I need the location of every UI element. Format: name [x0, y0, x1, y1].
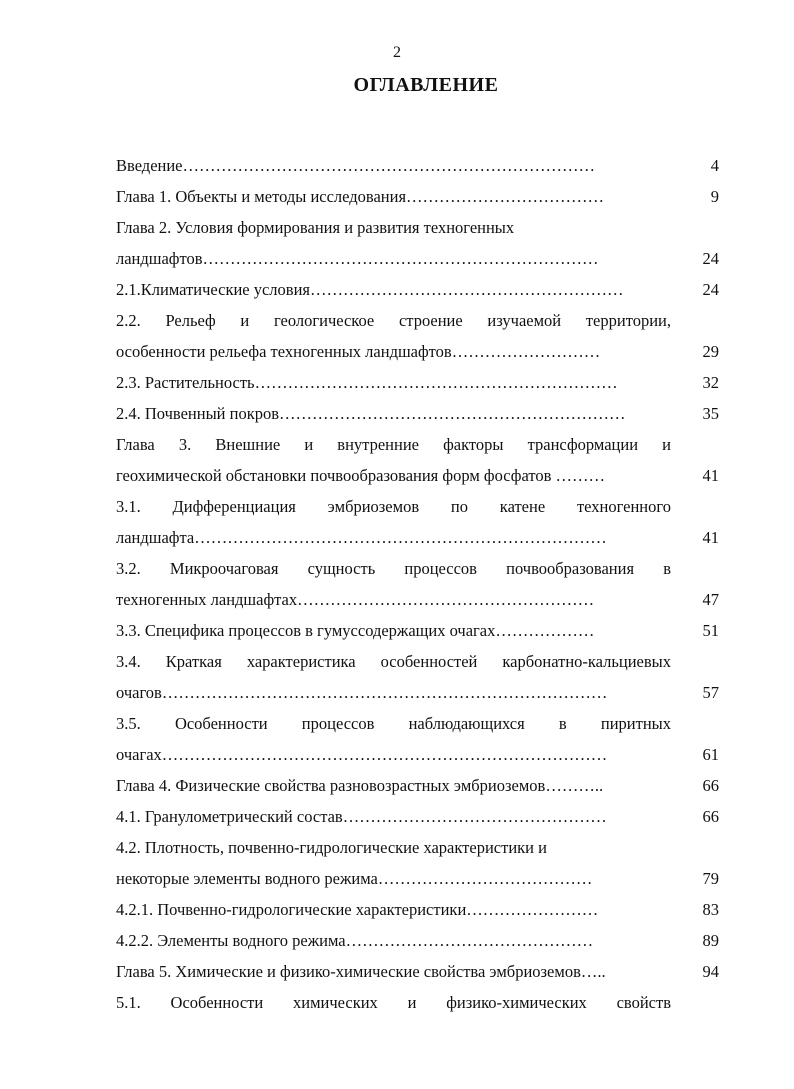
toc-entry: [116, 646, 719, 677]
toc-entry: [116, 832, 719, 863]
toc-entry: [116, 274, 719, 305]
toc-entry-text: геохимической обстановки почвообразования форм фосфатов ………: [116, 466, 606, 485]
toc-entry-page: 41: [702, 528, 719, 547]
toc-entry: [116, 987, 719, 1018]
toc-entry-text: некоторые элементы водного режима…………………………………: [116, 869, 593, 888]
toc-entry-page: 51: [702, 621, 719, 640]
toc-entry: [116, 956, 719, 987]
toc-entry: [116, 243, 719, 274]
toc-entry: [116, 429, 719, 460]
toc-entry: [116, 615, 719, 646]
toc-entry: [116, 801, 719, 832]
toc-entry-text: техногенных ландшафтах………………………………………………: [116, 590, 595, 609]
toc-entry-page: 83: [702, 900, 719, 919]
toc-entry-text: 2.3. Растительность…………………………………………………………: [116, 373, 618, 392]
toc-entry: [116, 894, 719, 925]
page-number: 2: [393, 44, 401, 61]
toc-entry: [116, 863, 719, 894]
toc-entry-text: 4.2.1. Почвенно-гидрологические характеристики……………………: [116, 900, 599, 919]
toc-entry: [116, 367, 719, 398]
toc-entry-text: Глава 1. Объекты и методы исследования………………………………: [116, 187, 605, 206]
toc-entry-text: 4.2. Плотность, почвенно-гидрологические характеристики и: [116, 838, 547, 857]
page-title: ОГЛАВЛЕНИЕ: [353, 74, 499, 96]
toc-entry-page: 94: [702, 962, 719, 981]
toc-entry: [116, 336, 719, 367]
toc-entry-text: Глава 2. Условия формирования и развития техногенных: [116, 218, 515, 237]
toc-entry-page: 47: [702, 590, 719, 609]
toc-entry: [116, 305, 719, 336]
toc-entry: [116, 708, 719, 739]
toc-entry-page: 41: [702, 466, 719, 485]
toc-entry: [116, 212, 719, 243]
toc-entry-text: 3.1. Дифференциация эмбриоземов по катене техногенного: [116, 497, 671, 516]
toc-entry-text: Глава 5. Химические и физико-химические свойства эмбриоземов…..: [116, 962, 606, 981]
toc-entry-page: 4: [710, 156, 719, 175]
toc-entry-page: 29: [702, 342, 719, 361]
toc-entry-text: 5.1. Особенности химических и физико-химических свойств: [116, 993, 671, 1012]
toc-entry-page: 61: [702, 745, 719, 764]
toc-entry-page: 89: [702, 931, 719, 950]
toc-entry-text: 2.1.Климатические условия…………………………………………………: [116, 280, 624, 299]
toc-entry-text: 3.4. Краткая характеристика особенностей карбонатно-кальциевых: [116, 652, 671, 671]
table-of-contents: [116, 150, 719, 1018]
toc-entry-text: 3.3. Специфика процессов в гумуссодержащих очагах………………: [116, 621, 595, 640]
toc-entry-page: 24: [702, 280, 719, 299]
toc-entry-page: 57: [702, 683, 719, 702]
toc-entry-page: 32: [702, 373, 719, 392]
toc-entry-text: особенности рельефа техногенных ландшафтов………………………: [116, 342, 601, 361]
toc-entry-text: 2.2. Рельеф и геологическое строение изучаемой территории,: [116, 311, 671, 330]
toc-entry: [116, 398, 719, 429]
toc-entry-text: очагов………………………………………………………………………: [116, 683, 608, 702]
toc-entry-text: Введение…………………………………………………………………: [116, 156, 596, 175]
toc-entry: [116, 181, 719, 212]
toc-entry-text: 2.4. Почвенный покров………………………………………………………: [116, 404, 626, 423]
toc-entry-page: 9: [710, 187, 719, 206]
toc-entry: [116, 150, 719, 181]
toc-entry-text: Глава 3. Внешние и внутренние факторы трансформации и: [116, 435, 671, 454]
toc-entry-page: 66: [702, 807, 719, 826]
toc-entry: [116, 553, 719, 584]
toc-entry: [116, 739, 719, 770]
toc-entry-text: 3.2. Микроочаговая сущность процессов почвообразования в: [116, 559, 671, 578]
toc-entry-text: очагах………………………………………………………………………: [116, 745, 608, 764]
toc-entry-text: Глава 4. Физические свойства разновозрастных эмбриоземов………..: [116, 776, 604, 795]
toc-entry-page: 66: [702, 776, 719, 795]
toc-entry-text: ландшафта…………………………………………………………………: [116, 528, 607, 547]
toc-entry: [116, 770, 719, 801]
toc-entry: [116, 491, 719, 522]
toc-entry-page: 79: [702, 869, 719, 888]
toc-entry: [116, 677, 719, 708]
toc-entry-text: 3.5. Особенности процессов наблюдающихся в пиритных: [116, 714, 671, 733]
toc-entry-text: 4.2.2. Элементы водного режима………………………………………: [116, 931, 594, 950]
toc-entry-text: 4.1. Гранулометрический состав…………………………………………: [116, 807, 607, 826]
toc-entry-page: 24: [702, 249, 719, 268]
toc-entry-page: 35: [702, 404, 719, 423]
toc-entry: [116, 460, 719, 491]
toc-entry: [116, 925, 719, 956]
toc-entry: [116, 522, 719, 553]
toc-entry: [116, 584, 719, 615]
toc-entry-text: ландшафтов………………………………………………………………: [116, 249, 599, 268]
